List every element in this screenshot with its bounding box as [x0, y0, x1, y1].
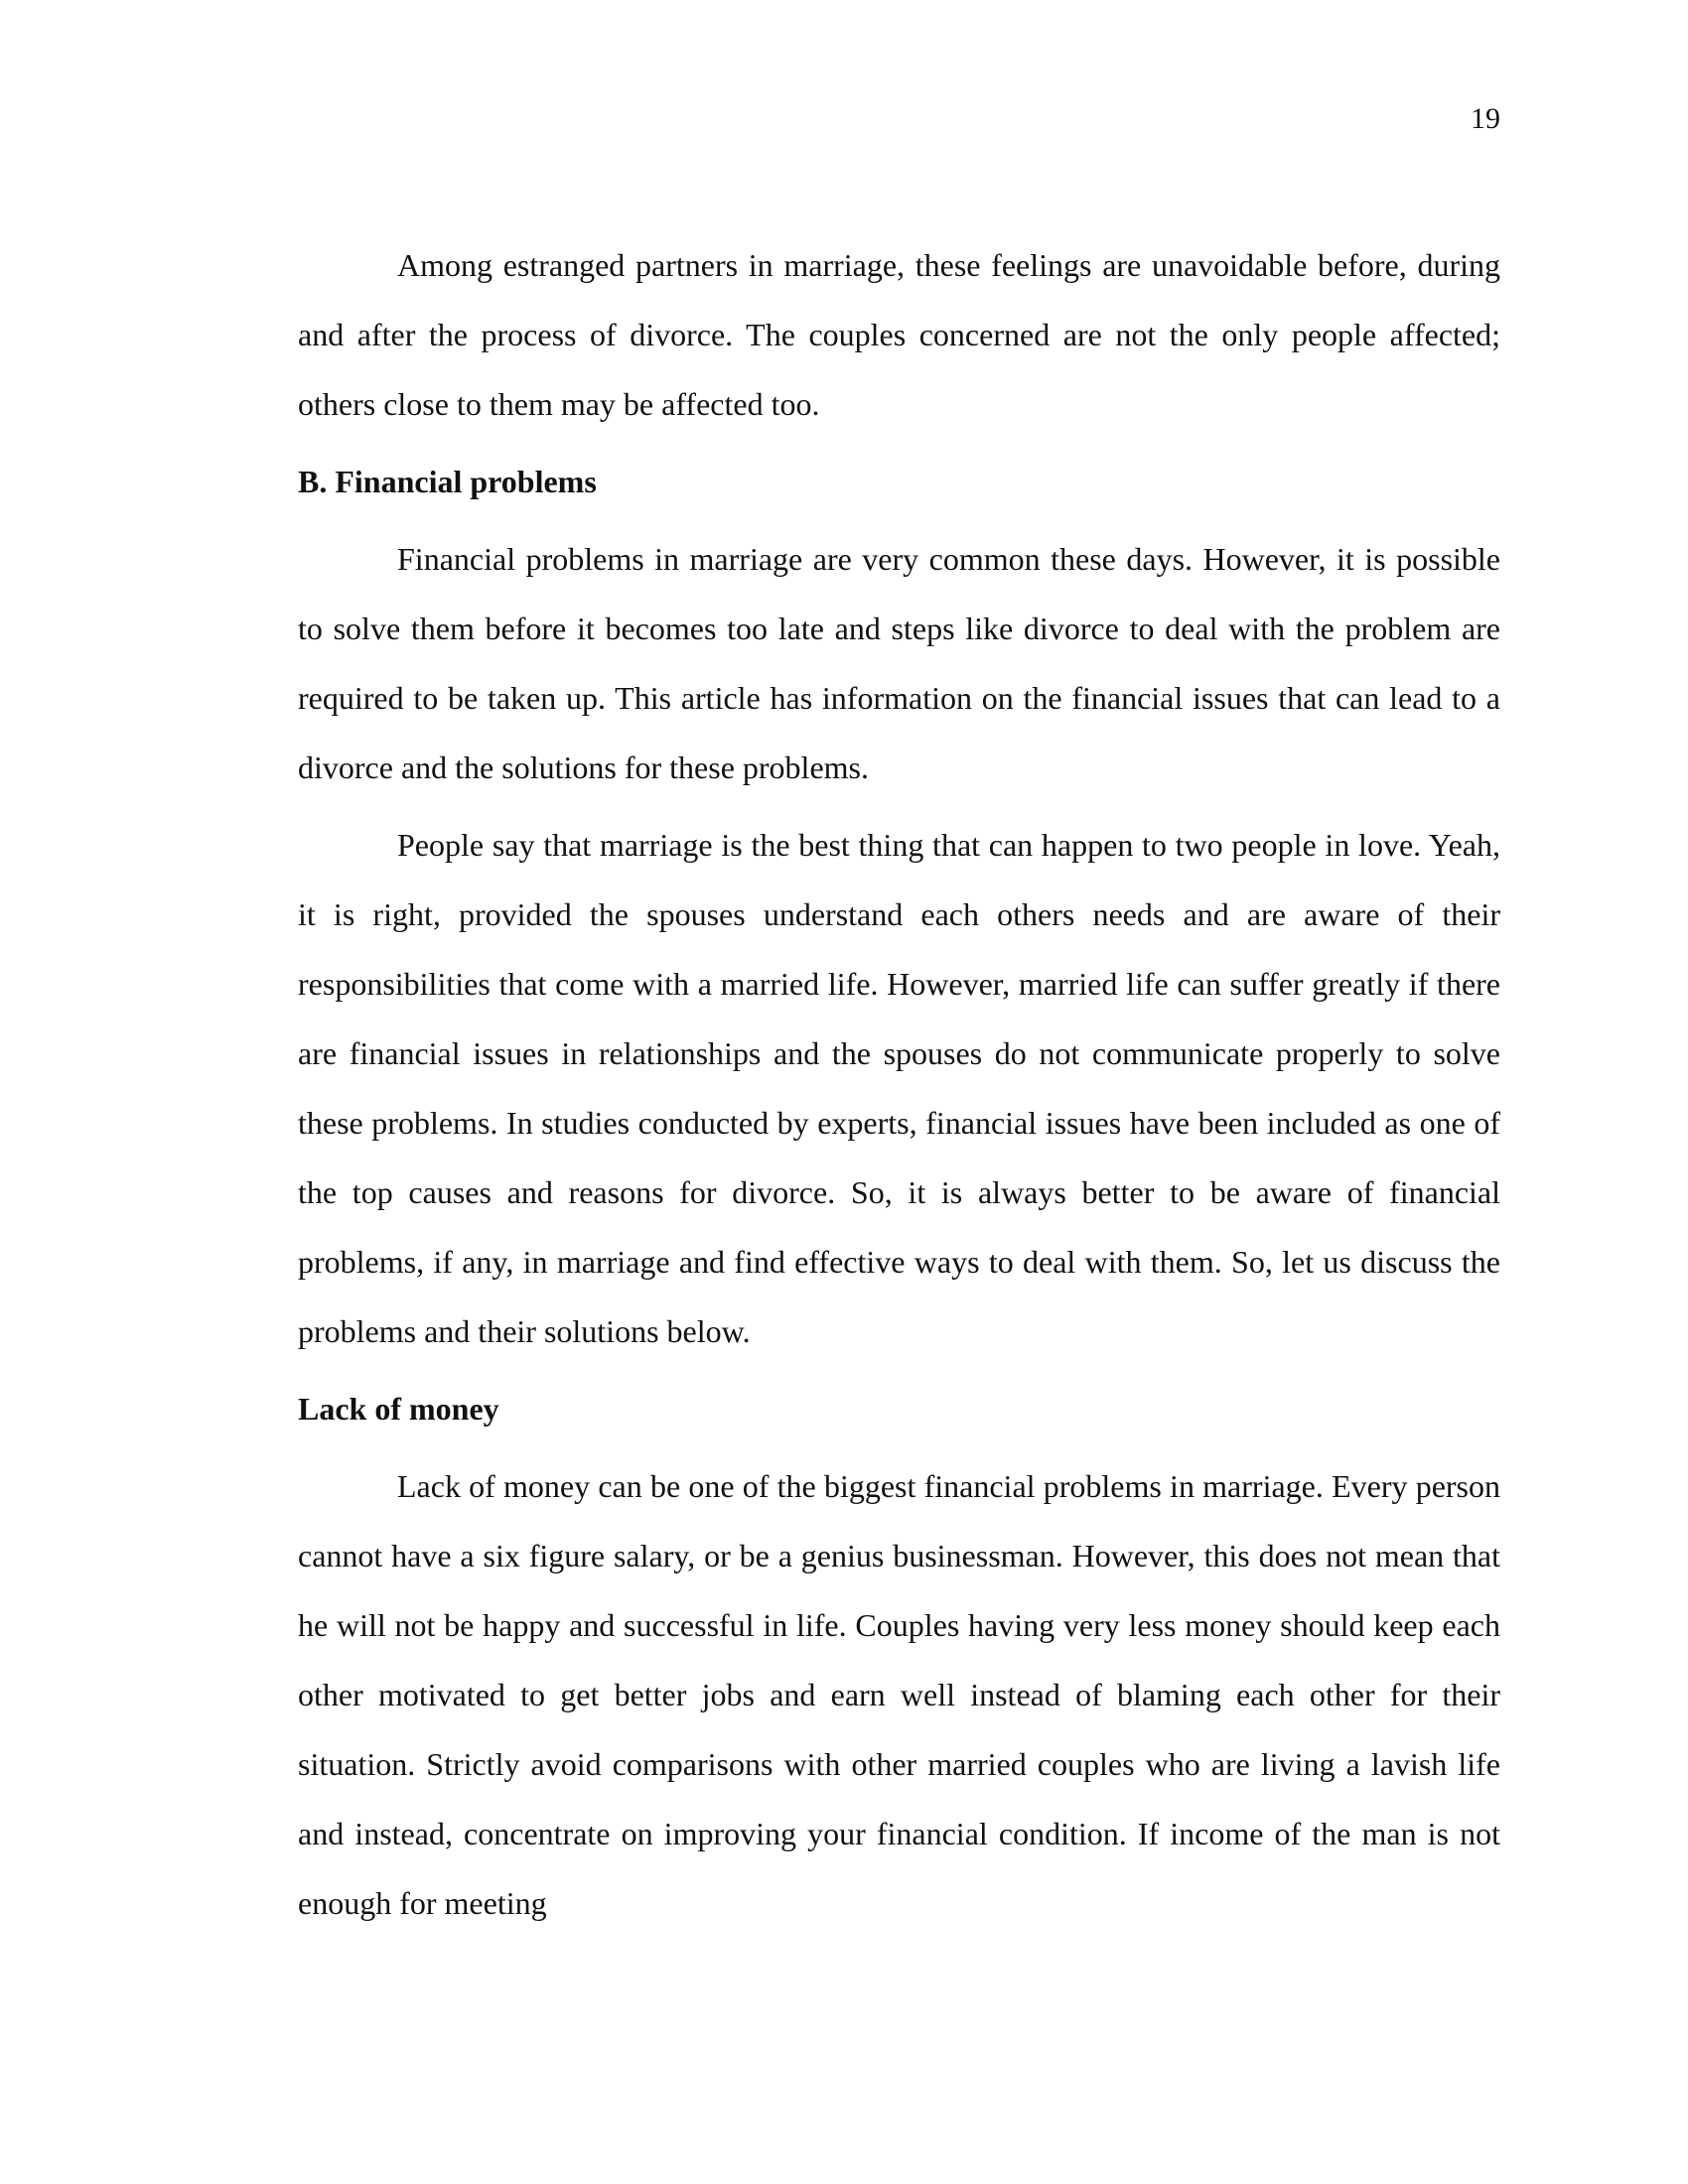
paragraph-estranged-partners: Among estranged partners in marriage, these feelings are unavoidable before, during and after the process of divorce. The couples concerned are not the only people affected; others close to them may be affected too. [298, 247, 1500, 422]
paragraph-marriage-best-thing: People say that marriage is the best thing that can happen to two people in love. Yeah, it is right, provided the spouses understand each others needs and are aware of their responsibilities that come with a married life. However, married life can suffer greatly if there are financial issues in relationships and the spouses do not communicate properly to solve these problems. In studies conducted by experts, financial issues have been included as one of the top causes and reasons for divorce. So, it is always better to be aware of financial problems, if any, in marriage and find effective ways to deal with them. So, let us discuss the problems and their solutions below. [298, 827, 1500, 1349]
heading-financial-problems: B. Financial problems [298, 464, 597, 499]
page-number: 19 [1471, 102, 1500, 135]
paragraph-lack-of-money: Lack of money can be one of the biggest financial problems in marriage. Every person cannot have a six figure salary, or be a genius businessman. However, this does not mean that he will not be happy and successful in life. Couples having very less money should keep each other motivated to get better jobs and earn well instead of blaming each other for their situation. Strictly avoid comparisons with other married couples who are living a lavish life and instead, concentrate on improving your financial condition. If income of the man is not enough for meeting [298, 1468, 1500, 1921]
page-content [298, 230, 1500, 1946]
paragraph-financial-problems-intro: Financial problems in marriage are very common these days. However, it is possible to solve them before it becomes too late and steps like divorce to deal with the problem are required to be taken up. This article has information on the financial issues that can lead to a divorce and the solutions for these problems. [298, 541, 1500, 785]
heading-lack-of-money: Lack of money [298, 1391, 499, 1427]
